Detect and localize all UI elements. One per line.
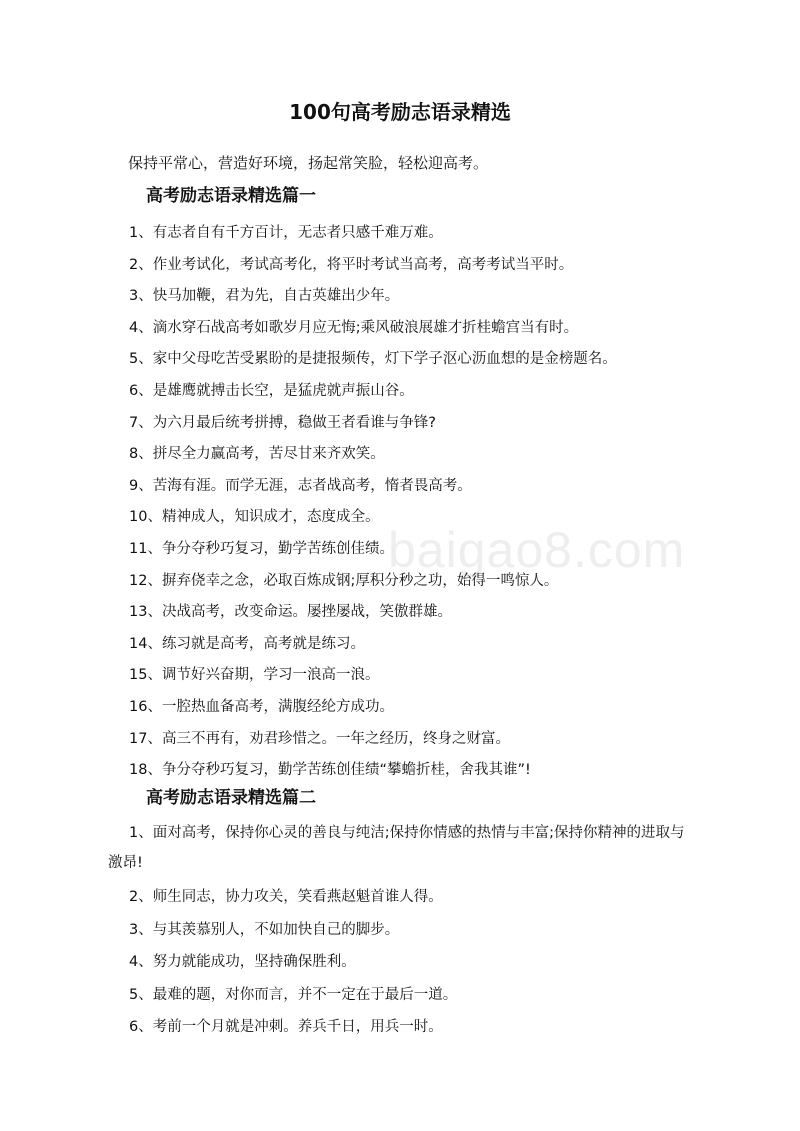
list-item: 8、拼尽全力赢高考，苦尽甘来齐欢笑。 xyxy=(129,446,385,463)
list-item: 1、有志者自有千方百计，无志者只感千难万难。 xyxy=(129,225,443,241)
list-item: 11、争分夺秒巧复习，勤学苦练创佳绩。 xyxy=(129,540,394,557)
list-item: 6、是雄鹰就搏击长空，是猛虎就声振山谷。 xyxy=(129,382,414,399)
list-item: 10、精神成人，知识成才，态度成全。 xyxy=(129,509,380,526)
watermark: baigao8.com xyxy=(388,522,686,578)
list-item: 14、练习就是高考，高考就是练习。 xyxy=(129,635,365,652)
list-item: 16、一腔热血备高考，满腹经纶方成功。 xyxy=(129,698,394,715)
multiline-item: 1、面对高考，保持你心灵的善良与纯洁;保持你情感的热情与丰富;保持你精神的进取与激昂! xyxy=(108,825,685,871)
section-heading-2: 高考励志语录精选篇二 xyxy=(146,788,316,808)
list-item: 6、考前一个月就是冲刺。养兵千日，用兵一时。 xyxy=(129,1019,443,1035)
page-title: 100句高考励志语录精选 xyxy=(289,100,511,124)
quote-list-1 xyxy=(129,219,617,788)
list-item: 7、为六月最后统考拼搏，稳做王者看谁与争锋? xyxy=(129,414,436,431)
list-item: 2、师生同志，协力攻关，笑看燕赵魁首谁人得。 xyxy=(129,889,443,905)
list-item: 4、努力就能成功，坚持确保胜利。 xyxy=(129,954,356,970)
quote-list-2 xyxy=(129,883,457,1046)
list-item: 3、快马加鞭，君为先，自古英雄出少年。 xyxy=(129,288,400,305)
list-item: 5、家中父母吃苦受累盼的是捷报频传，灯下学子沤心沥血想的是金榜题名。 xyxy=(129,351,617,368)
list-item: 3、与其羡慕别人，不如加快自己的脚步。 xyxy=(129,921,400,938)
list-item: 2、作业考试化，考试高考化，将平时考试当高考，高考考试当平时。 xyxy=(129,256,574,273)
list-item: 18、争分夺秒巧复习，勤学苦练创佳绩“攀蟾折桂，舍我其谁”! xyxy=(129,762,531,779)
list-item: 12、摒弃侥幸之念，必取百炼成钢;厚积分秒之功，始得一鸣惊人。 xyxy=(129,572,559,589)
list-item: 9、苦海有涯。而学无涯，志者战高考，惰者畏高考。 xyxy=(129,477,472,494)
section-heading-1: 高考励志语录精选篇一 xyxy=(146,186,316,206)
list-item: 4、滴水穿石战高考如歌岁月应无悔;乘风破浪展雄才折桂蟾宫当有时。 xyxy=(129,319,579,336)
list-item: 5、最难的题，对你而言，并不一定在于最后一道。 xyxy=(129,986,458,1003)
list-item: 15、调节好兴奋期，学习一浪高一浪。 xyxy=(129,667,380,684)
list-item: 17、高三不再有，劝君珍惜之。一年之经历，终身之财富。 xyxy=(129,730,510,747)
list-item: 13、决战高考，改变命运。屡挫屡战，笑傲群雄。 xyxy=(129,604,452,621)
intro-paragraph: 保持平常心，营造好环境，扬起常笑脸，轻松迎高考。 xyxy=(128,154,489,172)
